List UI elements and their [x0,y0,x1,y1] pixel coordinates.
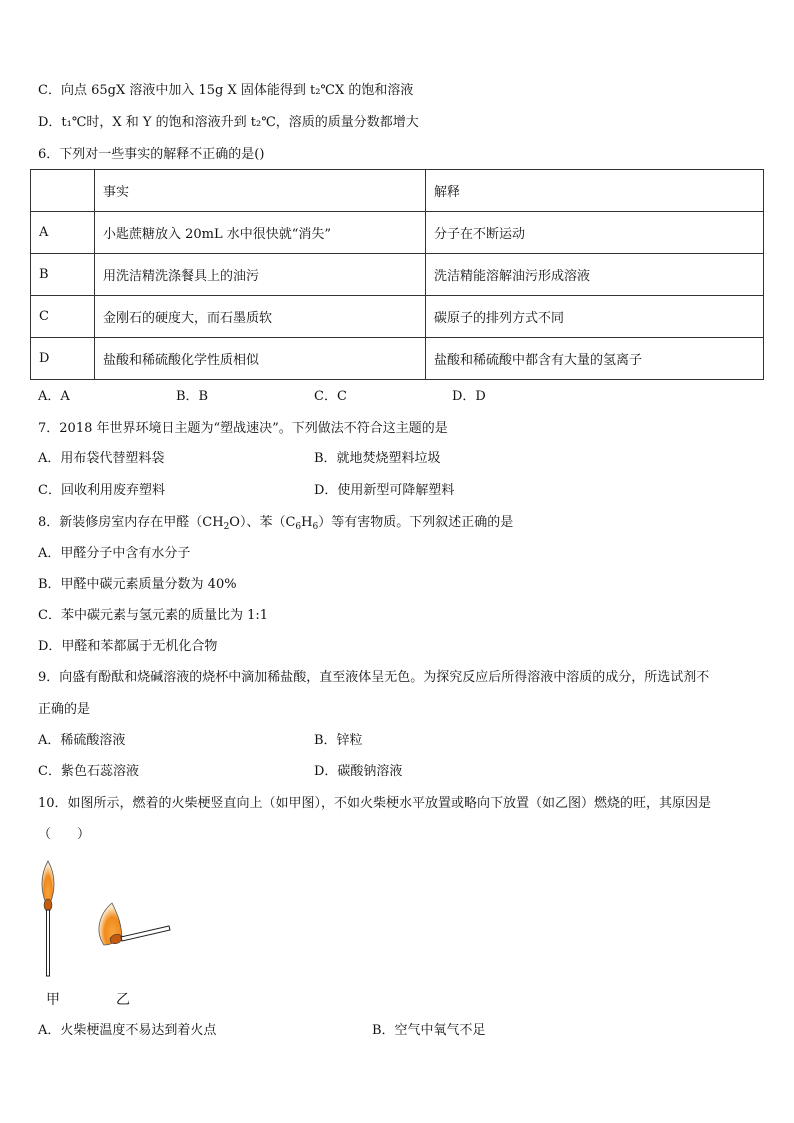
subscript: 6 [295,522,302,532]
q7-option-b[interactable]: B．就地焚烧塑料垃圾 [314,451,441,466]
vertical-match [42,861,54,976]
q9-option-c[interactable]: C．紫色石蕊溶液 [38,764,139,779]
q10-option-a[interactable]: A．火柴梗温度不易达到着火点 [38,1023,217,1038]
sloped-match [99,903,170,945]
table-row [31,212,764,254]
q5-option-d: D．t₁℃时，X 和 Y 的饱和溶液升到 t₂℃，溶质的质量分数都增大 [38,115,419,130]
figure-label-b: 乙 [116,992,130,1008]
q9-stem-line2: 正确的是 [38,702,91,717]
table-row [31,338,764,380]
q6-option-c[interactable]: C．C [314,389,347,404]
row-label: B [31,254,95,296]
q8-option-d[interactable]: D．甲醛和苯都属于无机化合物 [38,639,218,654]
row-explanation: 碳原子的排列方式不同 [426,296,764,338]
row-explanation: 盐酸和稀硫酸中都含有大量的氢离子 [426,338,764,380]
q8-option-b[interactable]: B．甲醛中碳元素质量分数为 40% [38,577,237,592]
row-explanation: 分子在不断运动 [426,212,764,254]
table-header-row [31,170,764,212]
q9-option-d[interactable]: D．碳酸钠溶液 [314,764,403,779]
q7-option-d[interactable]: D．使用新型可降解塑料 [314,483,455,498]
q8-stem-part: ）等有害物质。下列叙述正确的是 [318,515,514,530]
q9-option-a[interactable]: A．稀硫酸溶液 [38,733,126,748]
q8-stem-part: 8．新装修房室内存在甲醛（CH [38,515,224,530]
q6-option-b[interactable]: B．B [176,389,209,404]
q7-option-c[interactable]: C．回收利用废弃塑料 [38,483,165,498]
q7-stem: 7．2018 年世界环境日主题为“塑战速决”。下列做法不符合这主题的是 [38,421,448,436]
q9-option-b[interactable]: B．锌粒 [314,733,363,748]
row-label: D [31,338,95,380]
q10-stem-line1: 10．如图所示，燃着的火柴梗竖直向上（如甲图），不如火柴梗水平放置或略向下放置（如乙图）燃烧的旺，其原因是 [38,796,712,811]
q8-option-a[interactable]: A．甲醛分子中含有水分子 [38,546,191,561]
q6-table [30,169,764,380]
q8-option-c[interactable]: C．苯中碳元素与氢元素的质量比为 1:1 [38,608,269,623]
q9-stem-line1: 9．向盛有酚酞和烧碱溶液的烧杯中滴加稀盐酸，直至液体呈无色。为探究反应后所得溶液中溶质的成分，所选试剂不 [38,670,710,685]
row-label: A [31,212,95,254]
q8-stem [38,514,513,536]
row-label: C [31,296,95,338]
table-row [31,254,764,296]
matchstick-illustration [30,855,190,990]
q8-stem-part: O）、苯（C [229,515,296,530]
table-row [31,296,764,338]
q7-option-a[interactable]: A．用布袋代替塑料袋 [38,451,165,466]
q10-figure [30,855,190,1015]
table-header-cell [31,170,95,212]
q8-stem-part: H [301,515,313,530]
table-header-explanation: 解释 [426,170,764,212]
q6-option-a[interactable]: A．A [38,389,70,404]
row-fact: 小匙蔗糖放入 20mL 水中很快就“消失” [95,212,426,254]
row-fact: 用洗洁精洗涤餐具上的油污 [95,254,426,296]
q10-stem-line2: （ ） [38,827,91,842]
table-header-fact: 事实 [95,170,426,212]
q5-option-c: C．向点 65gX 溶液中加入 15g X 固体能得到 t₂℃X 的饱和溶液 [38,83,414,98]
row-fact: 金刚石的硬度大，而石墨质软 [95,296,426,338]
q6-option-d[interactable]: D．D [452,389,486,404]
subscript: 6 [312,522,319,532]
q6-stem: 6．下列对一些事实的解释不正确的是() [38,147,265,162]
row-explanation: 洗洁精能溶解油污形成溶液 [426,254,764,296]
q10-option-b[interactable]: B．空气中氧气不足 [372,1023,486,1038]
figure-label-a: 甲 [46,992,60,1008]
subscript: 2 [223,522,230,532]
row-fact: 盐酸和稀硫酸化学性质相似 [95,338,426,380]
